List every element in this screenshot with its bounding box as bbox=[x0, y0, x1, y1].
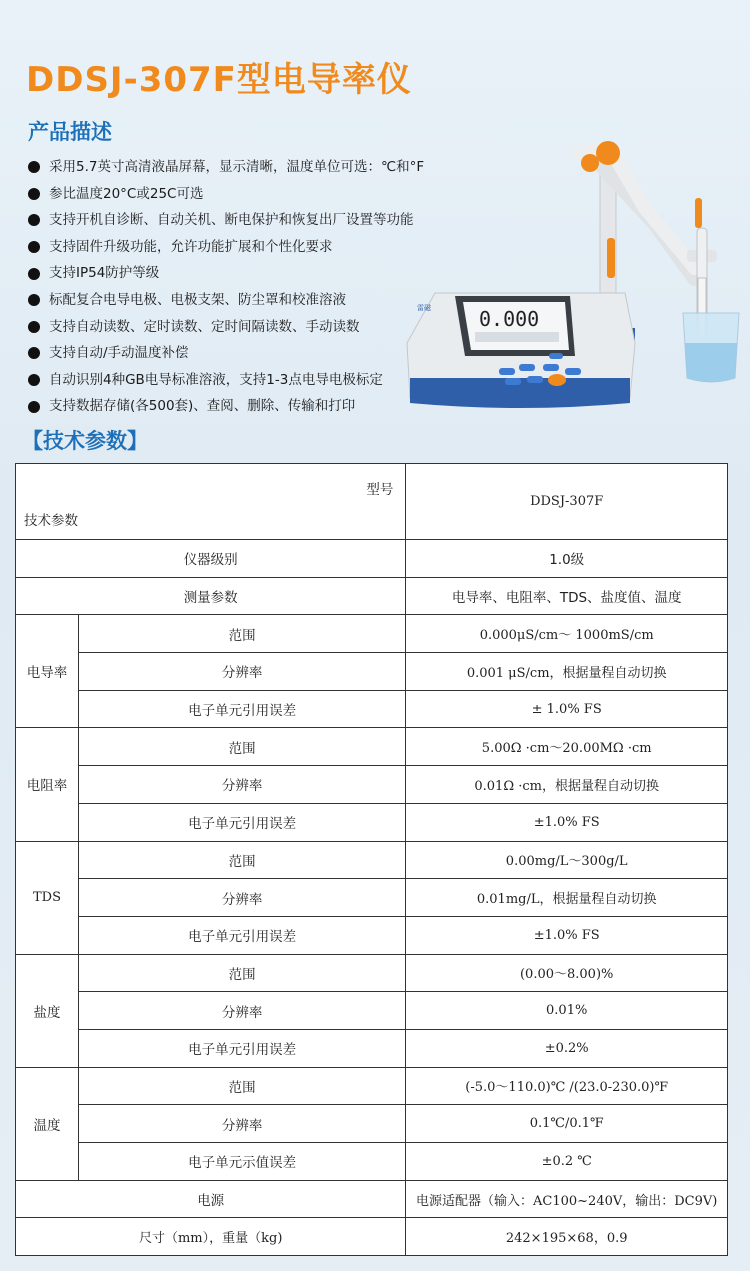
table-row: 电阻率 范围 5.00Ω ·cm～20.00MΩ ·cm bbox=[16, 728, 728, 766]
table-row: 盐度 范围 (0.00～8.00)% bbox=[16, 954, 728, 992]
table-row: 电子单元引用误差 ±0.2% bbox=[16, 1029, 728, 1067]
screen-reading: 0.000 bbox=[479, 307, 540, 331]
group-label: 电导率 bbox=[16, 615, 79, 728]
bullet-icon bbox=[28, 188, 40, 200]
group-label: 电阻率 bbox=[16, 728, 79, 841]
table-row: 分辨率 0.1℃/0.1℉ bbox=[16, 1105, 728, 1143]
section-title-description: 产品描述 bbox=[28, 120, 112, 144]
table-row: 分辨率 0.01mg/L，根据量程自动切换 bbox=[16, 879, 728, 917]
table-row: 测量参数 电导率、电阻率、TDS、盐度值、温度 bbox=[16, 577, 728, 615]
section-title-specs: 【技术参数】 bbox=[22, 429, 148, 453]
table-row: 仪器级别 1.0级 bbox=[16, 540, 728, 578]
table-row: 电子单元示值误差 ±0.2 ℃ bbox=[16, 1143, 728, 1181]
bullet-icon bbox=[28, 374, 40, 386]
feature-item: 支持自动读数、定时读数、定时间隔读数、手动读数 bbox=[28, 314, 488, 341]
bullet-icon bbox=[28, 268, 40, 280]
table-row: 尺寸（mm），重量（kg) 242×195×68，0.9 bbox=[16, 1218, 728, 1256]
feature-item: 标配复合电导电极、电极支架、防尘罩和校准溶液 bbox=[28, 287, 488, 314]
table-row: 分辨率 0.01Ω ·cm，根据量程自动切换 bbox=[16, 766, 728, 804]
table-row: 电子单元引用误差 ±1.0% FS bbox=[16, 916, 728, 954]
feature-item: 支持开机自诊断、自动关机、断电保护和恢复出厂设置等功能 bbox=[28, 207, 488, 234]
group-label: 温度 bbox=[16, 1067, 79, 1180]
table-row bbox=[16, 464, 728, 540]
model-value: DDSJ-307F bbox=[406, 464, 728, 540]
table-row: 分辨率 0.01% bbox=[16, 992, 728, 1030]
bullet-icon bbox=[28, 401, 40, 413]
bullet-icon bbox=[28, 321, 40, 333]
bullet-icon bbox=[28, 214, 40, 226]
feature-item: 自动识别4种GB电导标准溶液，支持1-3点电导电极标定 bbox=[28, 367, 488, 394]
table-row: 电子单元引用误差 ± 1.0% FS bbox=[16, 690, 728, 728]
group-label: TDS bbox=[16, 841, 79, 954]
product-title: DDSJ-307F型电导率仪 bbox=[26, 60, 412, 100]
bullet-icon bbox=[28, 294, 40, 306]
conductivity-meter-illustration bbox=[395, 128, 750, 413]
bullet-icon bbox=[28, 161, 40, 173]
feature-item: 支持IP54防护等级 bbox=[28, 260, 488, 287]
table-row: 分辨率 0.001 μS/cm，根据量程自动切换 bbox=[16, 653, 728, 691]
table-row: 电子单元引用误差 ±1.0% FS bbox=[16, 803, 728, 841]
table-row: TDS 范围 0.00mg/L～300g/L bbox=[16, 841, 728, 879]
table-row: 电源 电源适配器（输入：AC100~240V，输出：DC9V) bbox=[16, 1180, 728, 1218]
feature-item: 支持自动/手动温度补偿 bbox=[28, 340, 488, 367]
spec-table bbox=[15, 463, 728, 1256]
bullet-icon bbox=[28, 347, 40, 359]
feature-item: 支持固件升级功能，允许功能扩展和个性化要求 bbox=[28, 234, 488, 261]
feature-item: 支持数据存储(各500套)、查阅、删除、传输和打印 bbox=[28, 393, 488, 420]
table-row: 温度 范围 (-5.0～110.0)℃ /(23.0-230.0)℉ bbox=[16, 1067, 728, 1105]
table-row: 电导率 范围 0.000μS/cm～ 1000mS/cm bbox=[16, 615, 728, 653]
feature-item: 采用5.7英寸高清液晶屏幕，显示清晰，温度单位可选：℃和°F bbox=[28, 154, 488, 181]
feature-item: 参比温度20°C或25C可选 bbox=[28, 181, 488, 208]
group-label: 盐度 bbox=[16, 954, 79, 1067]
brand-logo: 雷磁 bbox=[417, 304, 431, 312]
table-header-cell: 型号 技术参数 bbox=[16, 464, 406, 540]
bullet-icon bbox=[28, 241, 40, 253]
